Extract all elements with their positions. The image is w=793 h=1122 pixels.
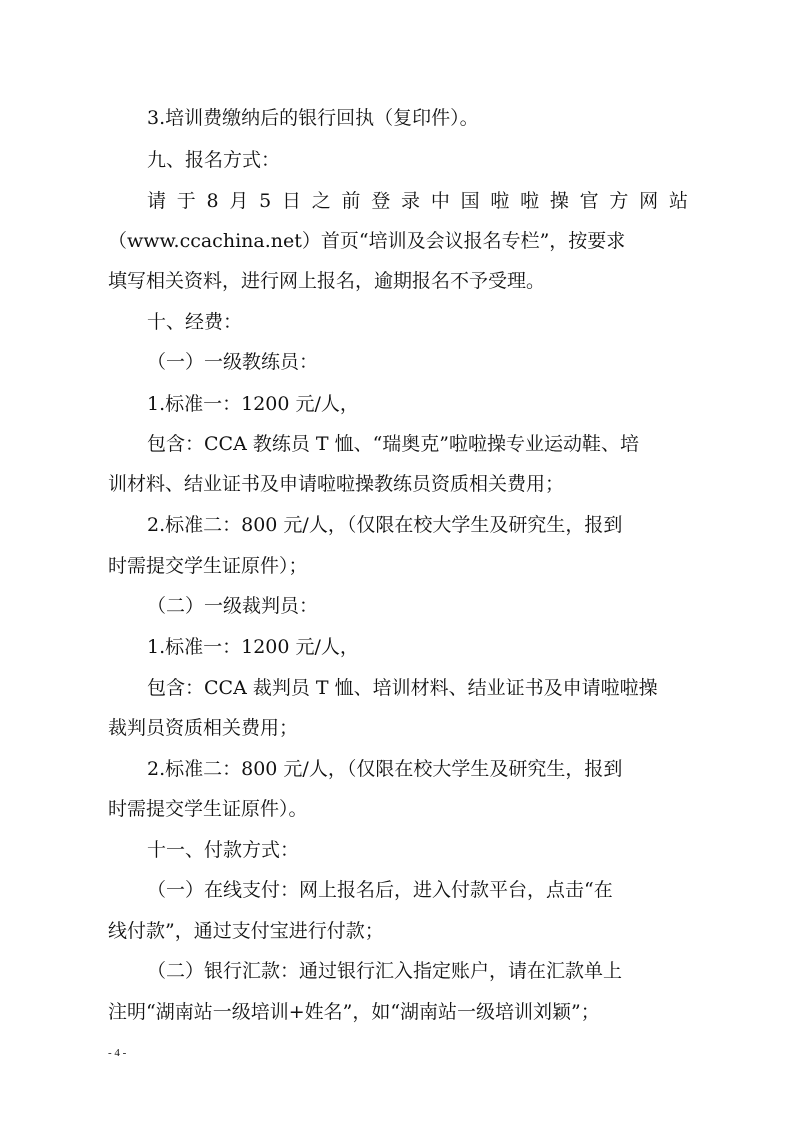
section-heading: 九、报名方式： — [147, 149, 281, 171]
paragraph-line: 包含：CCA 裁判员 T 恤、培训材料、结业证书及申请啦啦操 — [147, 677, 658, 699]
justified-char: 之 — [311, 190, 331, 212]
paragraph-line: 注明“湖南站一级培训+姓名”，如“湖南站一级培训刘颖”； — [108, 1001, 600, 1023]
justified-char: 于 — [176, 190, 196, 212]
paragraph-line: 时需提交学生证原件）。 — [108, 798, 308, 820]
justified-char: 请 — [147, 190, 167, 212]
justified-char: 月 — [229, 190, 249, 212]
paragraph-line: 时需提交学生证原件）； — [108, 555, 308, 577]
justified-char: 操 — [549, 190, 569, 212]
justified-char: 站 — [668, 190, 688, 212]
paragraph-line: 2.标准二：800 元/人，（仅限在校大学生及研究生，报到 — [147, 514, 623, 536]
subsection-heading: （一）一级教练员： — [147, 351, 319, 373]
paragraph-line: 包含：CCA 教练员 T 恤、“瑞奥克”啦啦操专业运动鞋、培 — [147, 433, 640, 455]
paragraph-line: 3.培训费缴纳后的银行回执（复印件）。 — [147, 107, 479, 129]
section-heading: 十、经费： — [147, 311, 243, 333]
justified-char: 登 — [371, 190, 391, 212]
justified-char: 啦 — [490, 190, 510, 212]
justified-char: 8 — [206, 190, 219, 212]
justified-char: 方 — [609, 190, 629, 212]
justified-char: 国 — [460, 190, 480, 212]
justified-char: 啦 — [520, 190, 540, 212]
justified-char: 录 — [401, 190, 421, 212]
section-heading: 十一、付款方式： — [147, 839, 300, 861]
justified-char: 中 — [430, 190, 450, 212]
paragraph-line: （二）银行汇款：通过银行汇入指定账户，请在汇款单上 — [147, 960, 623, 982]
justified-char: 日 — [281, 190, 301, 212]
paragraph-line: 1.标准一：1200 元/人， — [147, 393, 359, 415]
justified-char: 网 — [639, 190, 659, 212]
paragraph-line: （www.ccachina.net）首页“培训及会议报名专栏”，按要求 — [108, 230, 626, 252]
paragraph-line: 2.标准二：800 元/人，（仅限在校大学生及研究生，报到 — [147, 758, 623, 780]
paragraph-line: 线付款”，通过支付宝进行付款； — [108, 920, 384, 942]
justified-char: 官 — [579, 190, 599, 212]
paragraph-line: 裁判员资质相关费用； — [108, 717, 299, 739]
paragraph-line: 训材料、结业证书及申请啦啦操教练员资质相关费用； — [108, 473, 565, 495]
justified-char: 前 — [341, 190, 361, 212]
paragraph-line: （一）在线支付：网上报名后，进入付款平台，点击“在 — [147, 879, 613, 901]
paragraph-line-justified — [147, 189, 688, 213]
page-number: - 4 - — [108, 1047, 127, 1059]
subsection-heading: （二）一级裁判员： — [147, 595, 319, 617]
justified-char: 5 — [259, 190, 272, 212]
paragraph-line: 1.标准一：1200 元/人， — [147, 636, 359, 658]
paragraph-line: 填写相关资料，进行网上报名，逾期报名不予受理。 — [108, 270, 546, 292]
